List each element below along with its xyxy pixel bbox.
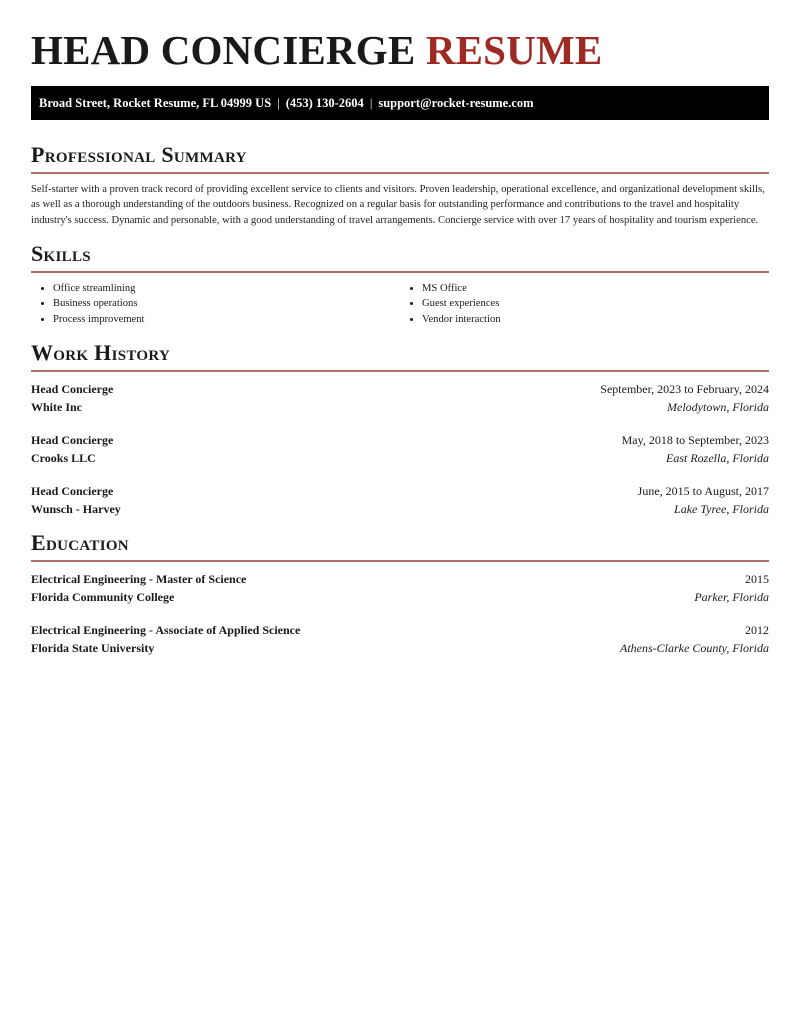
contact-separator: | [369, 96, 373, 110]
summary-text: Self-starter with a proven track record of providing excellent service to clients and visitors. Proven leadership, operational excellence, and organizational development skills, as well as a thorough understanding of the outdoors business. Recognized on a regular basis for outstanding performance and contributions to the travel and hospitality industry's success. Dynamic and personable, with a good understanding of travel arrangements. Concierge service with over 17 years of hospitality and tourism experience. [31, 184, 765, 226]
employer-name: White Inc [31, 400, 82, 415]
summary-section [31, 142, 769, 228]
graduation-year: 2015 [745, 572, 769, 587]
job-title: Head Concierge [31, 382, 114, 397]
skills-heading: Skills [31, 240, 91, 266]
job-dates: June, 2015 to August, 2017 [637, 484, 769, 499]
job-dates: September, 2023 to February, 2024 [600, 382, 769, 397]
contact-email[interactable]: support@rocket-resume.com [378, 96, 534, 110]
resume-title [31, 26, 769, 74]
education-entry [31, 570, 769, 606]
skill-item: • Office streamlining [53, 281, 400, 296]
skill-item: • Guest experiences [422, 296, 769, 311]
education-entry [31, 621, 769, 657]
skills-column-right [400, 281, 769, 327]
school-name: Florida Community College [31, 590, 175, 605]
skill-item: • Vendor interaction [422, 312, 769, 327]
skills-section [31, 241, 769, 327]
contact-bar [31, 86, 769, 120]
skill-item: • Business operations [53, 296, 400, 311]
section-divider [31, 370, 769, 372]
degree-title: Electrical Engineering - Associate of Applied Science [31, 623, 301, 638]
skill-item: • MS Office [422, 281, 769, 296]
skills-grid [31, 281, 769, 327]
work-entry [31, 482, 769, 518]
graduation-year: 2012 [745, 623, 769, 638]
employer-name: Crooks LLC [31, 451, 96, 466]
job-location: East Rozella, Florida [666, 451, 769, 466]
skills-column-left [31, 281, 400, 327]
job-location: Melodytown, Florida [667, 400, 769, 415]
section-divider [31, 560, 769, 562]
work-history-section [31, 340, 769, 518]
job-title: Head Concierge [31, 433, 114, 448]
employer-name: Wunsch - Harvey [31, 502, 121, 517]
work-entry [31, 431, 769, 467]
school-name: Florida State University [31, 641, 155, 656]
job-dates: May, 2018 to September, 2023 [621, 433, 769, 448]
contact-separator: | [277, 96, 280, 110]
work-entry [31, 380, 769, 416]
education-heading: Education [31, 530, 129, 556]
job-location: Lake Tyree, Florida [674, 502, 769, 517]
summary-heading: Professional Summary [31, 142, 247, 167]
work-history-heading: Work History [31, 340, 171, 366]
school-location: Athens-Clarke County, Florida [620, 641, 769, 656]
job-title: Head Concierge [31, 484, 114, 499]
title-main: HEAD CONCIERGE [31, 27, 416, 73]
contact-address: Broad Street, Rocket Resume, FL 04999 US [39, 96, 272, 110]
degree-title: Electrical Engineering - Master of Science [31, 572, 247, 587]
education-section [31, 530, 769, 657]
section-divider [31, 271, 769, 273]
school-location: Parker, Florida [694, 590, 769, 605]
section-divider [31, 172, 769, 174]
contact-phone: (453) 130-2604 [285, 96, 364, 110]
skill-item: • Process improvement [53, 312, 400, 327]
title-accent: RESUME [425, 27, 603, 73]
